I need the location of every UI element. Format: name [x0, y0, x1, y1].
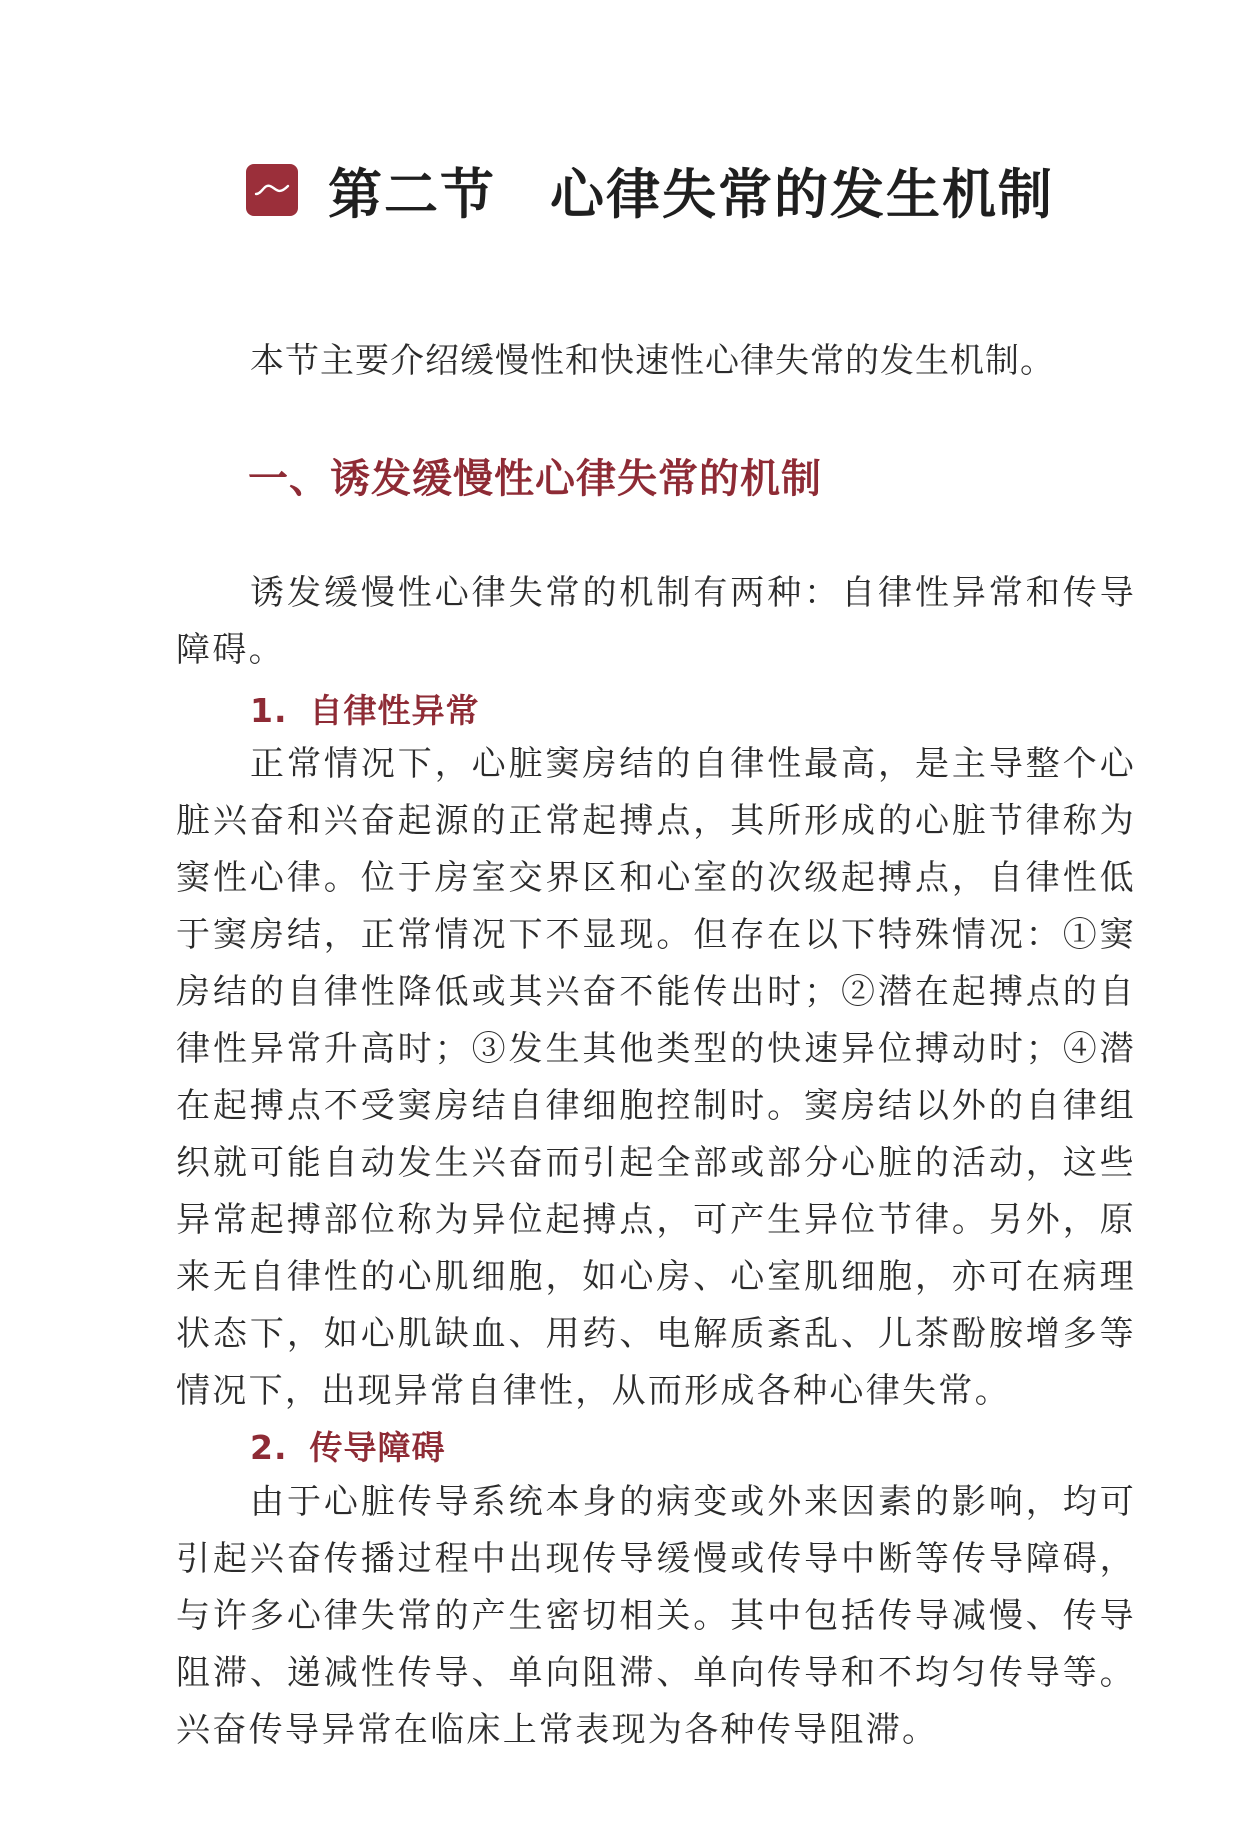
subsection-number: 2. [250, 1428, 288, 1467]
section-intro: 本节主要介绍缓慢性和快速性心律失常的发生机制。 [250, 341, 1055, 381]
ecg-wave-icon [246, 164, 298, 216]
subsection-heading-conduction [250, 1422, 446, 1469]
section-intro-paragraph: 诱发缓慢性心律失常的机制有两种：自律性异常和传导障碍。 [176, 573, 1136, 670]
conduction-paragraph: 由于心脏传导系统本身的病变或外来因素的影响，均可引起兴奋传播过程中出现传导缓慢或传导中断等传导障碍，与许多心律失常的产生密切相关。其中包括传导减慢、传导阻滞、递减性传导、单向阻滞、单向传导和不均匀传导等。兴奋传导异常在临床上常表现为各种传导阻滞。 [176, 1482, 1136, 1750]
chapter-title-row [246, 150, 1054, 230]
chapter-label: 第二节 [328, 161, 496, 226]
automaticity-paragraph: 正常情况下，心脏窦房结的自律性最高，是主导整个心脏兴奋和兴奋起源的正常起搏点，其所形成的心脏节律称为窦性心律。位于房室交界区和心室的次级起搏点，自律性低于窦房结，正常情况下不显现。但存在以下特殊情况：①窦房结的自律性降低或其兴奋不能传出时；②潜在起搏点的自律性异常升高时；③发生其他类型的快速异位搏动时；④潜在起搏点不受窦房结自律细胞控制时。窦房结以外的自律组织就可能自动发生兴奋而引起全部或部分心脏的活动，这些异常起搏部位称为异位起搏点，可产生异位节律。另外，原来无自律性的心肌细胞，如心房、心室肌细胞，亦可在病理状态下，如心肌缺血、用药、电解质紊乱、儿茶酚胺增多等情况下，出现异常自律性，从而形成各种心律失常。 [176, 744, 1136, 1411]
subsection-title: 自律性异常 [309, 691, 480, 730]
subsection-number: 1. [250, 691, 288, 730]
subsection-title: 传导障碍 [309, 1428, 446, 1467]
chapter-title: 心律失常的发生机制 [550, 161, 1054, 226]
section-heading: 一、诱发缓慢性心律失常的机制 [248, 456, 822, 502]
subsection-heading-automaticity [250, 685, 480, 732]
